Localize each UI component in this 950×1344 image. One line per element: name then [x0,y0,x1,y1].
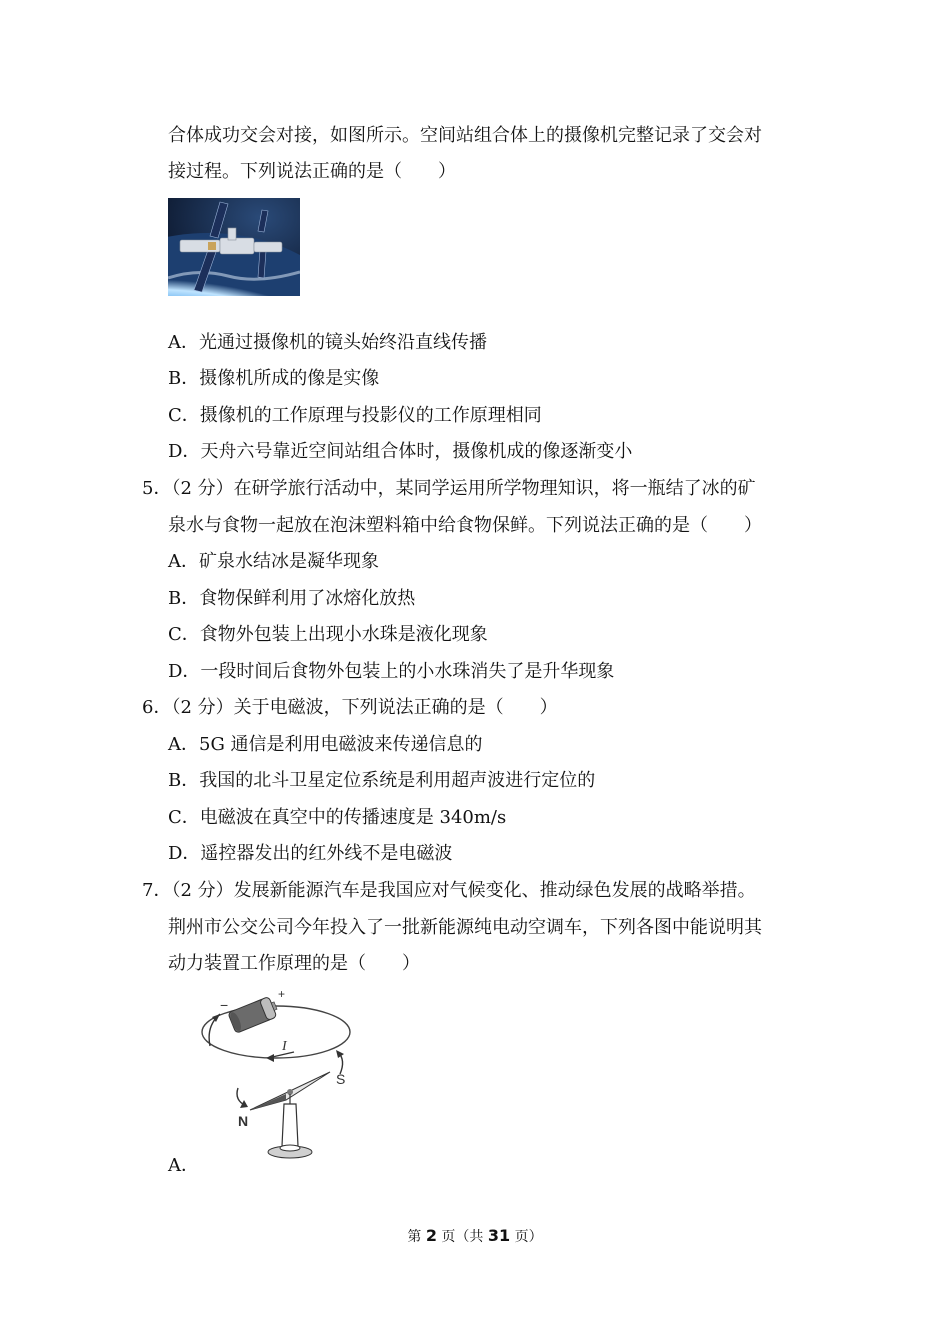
total-pages: 31 [487,1226,511,1245]
battery-icon [228,995,280,1033]
q4-option-d: D．天舟六号靠近空间站组合体时，摄像机成的像逐渐变小 [168,441,633,462]
space-station-photo [168,198,300,296]
footer-prefix: 第 [407,1229,426,1245]
q7-stem-line1: 7．（2 分）发展新能源汽车是我国应对气候变化、推动绿色发展的战略举措。 [142,880,756,901]
plus-label: + [278,987,286,1001]
q7-stem-line3: 动力装置工作原理的是（ ） [168,953,420,974]
page-footer [0,1226,950,1247]
q5-option-a: A．矿泉水结冰是凝华现象 [168,551,379,572]
page-number: 2 [425,1226,437,1245]
compass-stand [282,1104,298,1146]
q6-option-a: A．5G 通信是利用电磁波来传递信息的 [168,734,483,755]
q4-stem-line2: 接过程。下列说法正确的是（ ） [168,161,456,182]
q6-option-b: B．我国的北斗卫星定位系统是利用超声波进行定位的 [168,770,596,791]
q5-option-c: C．食物外包装上出现小水珠是液化现象 [168,624,488,645]
q6-option-c: C．电磁波在真空中的传播速度是 340m/s [168,807,507,828]
q5-option-d: D．一段时间后食物外包装上的小水珠消失了是升华现象 [168,661,615,682]
q5-stem-line1: 5．（2 分）在研学旅行活动中，某同学运用所学物理知识，将一瓶结了冰的矿 [142,478,756,499]
q7-stem-line2: 荆州市公交公司今年投入了一批新能源纯电动空调车，下列各图中能说明其 [168,917,762,938]
q5-stem-line2: 泉水与食物一起放在泡沫塑料箱中给食物保鲜。下列说法正确的是（ ） [168,515,762,536]
footer-middle: 页（共 [436,1229,488,1245]
minus-label: − [220,997,229,1013]
q7-option-a-label: A． [168,1155,199,1176]
q6-stem-line1: 6．（2 分）关于电磁波，下列说法正确的是（ ） [142,697,558,718]
q4-option-c: C．摄像机的工作原理与投影仪的工作原理相同 [168,405,542,426]
q5-option-b: B．食物保鲜利用了冰熔化放热 [168,588,416,609]
q4-option-b: B．摄像机所成的像是实像 [168,368,380,389]
oersted-experiment-diagram [190,986,360,1164]
footer-suffix: 页） [510,1229,543,1245]
current-label: I [282,1039,287,1054]
south-pole-label: S [336,1071,346,1087]
q6-option-d: D．遥控器发出的红外线不是电磁波 [168,843,453,864]
q4-option-a: A．光通过摄像机的镜头始终沿直线传播 [168,332,487,353]
north-pole-label: N [238,1113,249,1129]
q4-stem-line1: 合体成功交会对接，如图所示。空间站组合体上的摄像机完整记录了交会对 [168,125,762,146]
